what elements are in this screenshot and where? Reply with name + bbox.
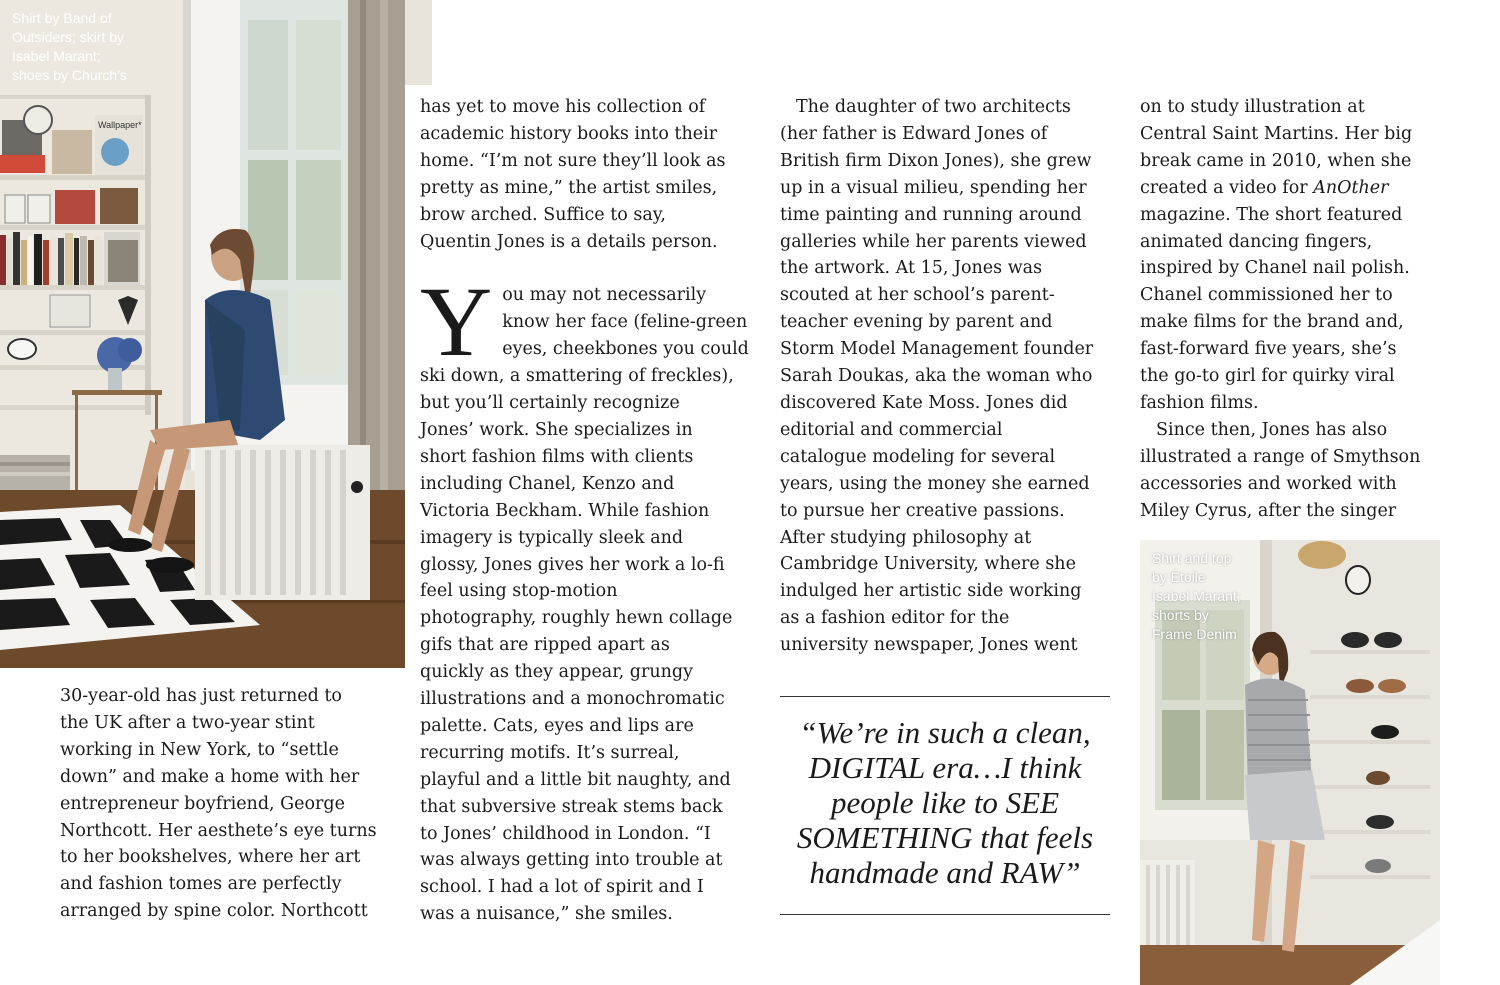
text-line: break came in 2010, when she	[1140, 150, 1412, 171]
text-line: scouted at her school’s parent-	[780, 285, 1055, 306]
pull-quote	[780, 715, 1110, 890]
text-line: people like to SEE	[830, 785, 1060, 820]
text-line: playful and a little bit naughty, and	[420, 769, 731, 790]
text-line: was always getting into trouble at	[420, 850, 723, 871]
text-line: but you’ll certainly recognize	[420, 393, 680, 414]
text-line: handmade and RAW”	[809, 855, 1081, 890]
text-line: home. “I’m not sure they’ll look as	[420, 150, 726, 171]
text-line: British firm Dixon Jones), she grew	[780, 150, 1092, 171]
text-line: was a nuisance,” she smiles.	[420, 904, 673, 925]
text-line: catalogue modeling for several	[780, 446, 1056, 467]
text-line: the artwork. At 15, Jones was	[780, 258, 1043, 279]
text-line: Cambridge University, where she	[780, 554, 1076, 575]
text-line: brow arched. Suffice to say,	[420, 204, 666, 225]
text-line: Northcott. Her aesthete’s eye turns	[60, 820, 377, 841]
photo-woman-by-window	[1140, 540, 1440, 985]
text-line: Storm Model Management founder	[780, 339, 1094, 360]
photo-interior-shelves-illustration	[0, 0, 432, 668]
text-line: to Jones’ childhood in London. “I	[420, 823, 711, 844]
text-line: indulged her artistic side working	[780, 581, 1082, 602]
text-line: university newspaper, Jones went	[780, 635, 1078, 656]
text-line: school. I had a lot of spirit and I	[420, 877, 704, 898]
text-line: Miley Cyrus, after the singer	[1140, 500, 1397, 521]
text-line: imagery is typically sleek and	[420, 527, 684, 548]
text-line: (her father is Edward Jones of	[780, 123, 1048, 144]
text-line: on to study illustration at	[1140, 97, 1365, 117]
paragraph	[780, 94, 1093, 659]
text-line: quickly as they appear, grungy	[420, 662, 694, 683]
pull-quote-rule-bottom	[780, 914, 1110, 915]
text-line: Victoria Beckham. While fashion	[420, 500, 710, 521]
article-column-1	[60, 683, 377, 925]
text-line: and fashion tomes are perfectly	[60, 874, 342, 895]
magazine-title: AnOther	[1313, 177, 1389, 198]
text-line: “We’re in such a clean,	[799, 715, 1091, 750]
text-line: as a fashion editor for the	[780, 608, 1010, 629]
text-line: time painting and running around	[780, 204, 1082, 225]
text-line: arranged by spine color. Northcott	[60, 901, 368, 922]
text-line: ski down, a smattering of freckles),	[420, 366, 734, 387]
text-line: Chanel commissioned her to	[1140, 285, 1393, 306]
text-line: fast-forward five years, she’s	[1140, 339, 1397, 360]
text-line: ou may not necessarily	[502, 285, 707, 306]
shelf-book-label: Wallpaper*	[98, 120, 142, 130]
text-line: galleries while her parents viewed	[780, 231, 1087, 252]
text-line: teacher evening by parent and	[780, 312, 1053, 333]
text-line: magazine. The short featured	[1140, 204, 1403, 225]
article-column-3	[780, 94, 1093, 659]
text-line: palette. Cats, eyes and lips are	[420, 715, 694, 736]
paragraph	[60, 683, 377, 925]
paragraph	[420, 94, 734, 255]
text-line: illustrations and a monochromatic	[420, 689, 725, 710]
text-line: inspired by Chanel nail polish.	[1140, 258, 1410, 279]
text-line: Quentin Jones is a details person.	[420, 231, 718, 252]
text-line: feel using stop-motion	[420, 581, 618, 602]
text-line: make films for the brand and,	[1140, 312, 1404, 333]
text-line: eyes, cheekbones you could	[502, 339, 749, 360]
photo-caption-right: Shirt and top by Étoile Isabel Marant; shorts by Frame Denim	[1152, 550, 1241, 642]
text-line: SOMETHING that feels	[796, 820, 1094, 855]
text-line: gifs that are ripped apart as	[420, 635, 670, 656]
text-line: The daughter of two architects	[796, 97, 1071, 117]
text-line: Sarah Doukas, aka the woman who	[780, 366, 1093, 387]
text-line: After studying philosophy at	[780, 527, 1032, 548]
article-column-2	[420, 94, 749, 928]
photo-caption-left: Shirt by Band of Outsiders; skirt by Isabel Marant; shoes by Church’s	[12, 10, 127, 83]
article-column-4	[1140, 94, 1420, 525]
text-line: recurring motifs. It’s surreal,	[420, 742, 680, 763]
text-line: accessories and worked with	[1140, 473, 1397, 494]
text-line: glossy, Jones gives her work a lo-fi	[420, 554, 725, 575]
text-line: editorial and commercial	[780, 419, 1003, 440]
text-line: including Chanel, Kenzo and	[420, 473, 675, 494]
drop-cap: Y	[420, 266, 493, 378]
text-line: to her bookshelves, where her art	[60, 847, 361, 868]
text-line: Jones’ work. She specializes in	[420, 419, 693, 440]
paragraph	[1140, 417, 1420, 525]
text-line: discovered Kate Moss. Jones did	[780, 392, 1068, 413]
text-line: illustrated a range of Smythson	[1140, 446, 1421, 467]
text-line: entrepreneur boyfriend, George	[60, 793, 345, 814]
pull-quote-rule-top	[780, 696, 1110, 697]
text-line: Central Saint Martins. Her big	[1140, 123, 1413, 144]
text-line: fashion films.	[1140, 392, 1259, 413]
photo-interior-shelves	[0, 0, 432, 668]
text-line: up in a visual milieu, spending her	[780, 177, 1087, 198]
text-line: academic history books into their	[420, 123, 718, 144]
text-line: years, using the money she earned	[780, 473, 1090, 494]
text-line: 30-year-old has just returned to	[60, 686, 342, 706]
text-line: has yet to move his collection of	[420, 97, 706, 117]
text-line: that subversive streak stems back	[420, 796, 723, 817]
paragraph-dropcap	[420, 266, 749, 928]
paragraph	[1140, 94, 1420, 417]
text-line: pretty as mine,” the artist smiles,	[420, 177, 718, 198]
text-line: Since then, Jones has also	[1156, 419, 1388, 440]
text-line: to pursue her creative passions.	[780, 500, 1065, 521]
text-line: down” and make a home with her	[60, 766, 360, 787]
text-line: the go-to girl for quirky viral	[1140, 366, 1395, 387]
text-line: photography, roughly hewn collage	[420, 608, 733, 629]
text-line: short fashion films with clients	[420, 446, 694, 467]
text-line: the UK after a two-year stint	[60, 712, 315, 733]
text-line: animated dancing fingers,	[1140, 231, 1373, 252]
text-line: DIGITAL era…I think	[808, 750, 1082, 785]
text-line: working in New York, to “settle	[60, 739, 339, 760]
text-line: know her face (feline-green	[502, 312, 748, 333]
text-line: created a video for AnOther	[1140, 177, 1389, 198]
